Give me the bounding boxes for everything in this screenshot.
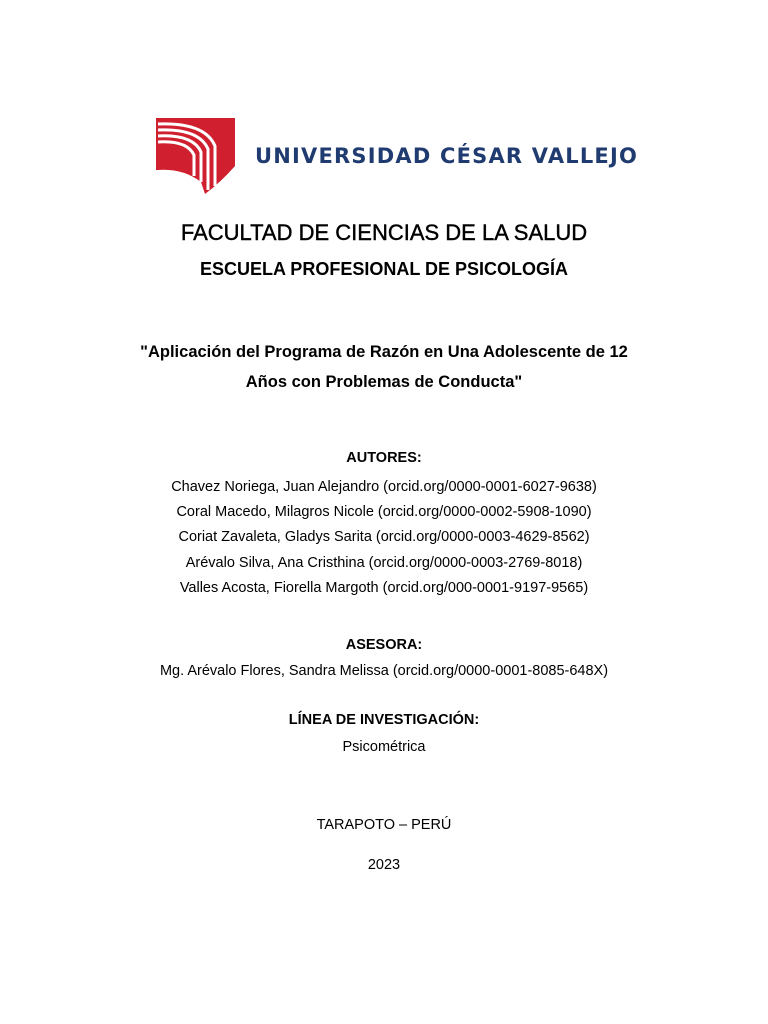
- school-heading: ESCUELA PROFESIONAL DE PSICOLOGÍA: [199, 259, 569, 279]
- thesis-title-line-1: "Aplicación del Programa de Razón en Una Adolescente de 12: [140, 343, 628, 361]
- author-item: Chavez Noriega, Juan Alejandro (orcid.org/0000-0001-6027-9638): [171, 479, 597, 495]
- research-line-value: Psicométrica: [342, 739, 426, 755]
- faculty-heading: FACULTAD DE CIENCIAS DE LA SALUD: [180, 220, 588, 245]
- year: 2023: [367, 857, 401, 873]
- thesis-title: [0, 337, 768, 397]
- university-logo: [155, 116, 638, 196]
- research-line-label: LÍNEA DE INVESTIGACIÓN:: [288, 712, 480, 728]
- author-item: Coral Macedo, Milagros Nicole (orcid.org/0000-0002-5908-1090): [176, 504, 592, 521]
- thesis-title-line-2: Años con Problemas de Conducta": [245, 373, 523, 391]
- author-item: Arévalo Silva, Ana Cristhina (orcid.org/0000-0003-2769-8018): [185, 554, 583, 571]
- author-item: Coriat Zavaleta, Gladys Sarita (orcid.org/0000-0003-4629-8562): [178, 529, 590, 546]
- advisor-label: ASESORA:: [345, 637, 423, 653]
- place: TARAPOTO – PERÚ: [316, 817, 452, 833]
- author-item: Valles Acosta, Fiorella Margoth (orcid.org/000-0001-9197-9565): [179, 579, 589, 596]
- authors-label: AUTORES:: [346, 450, 422, 466]
- university-shield-icon: [155, 116, 237, 196]
- authors-list: [0, 475, 768, 601]
- advisor-name: Mg. Arévalo Flores, Sandra Melissa (orcid.org/0000-0001-8085-648X): [159, 663, 609, 679]
- university-name: UNIVERSIDAD CÉSAR VALLEJO: [255, 144, 639, 168]
